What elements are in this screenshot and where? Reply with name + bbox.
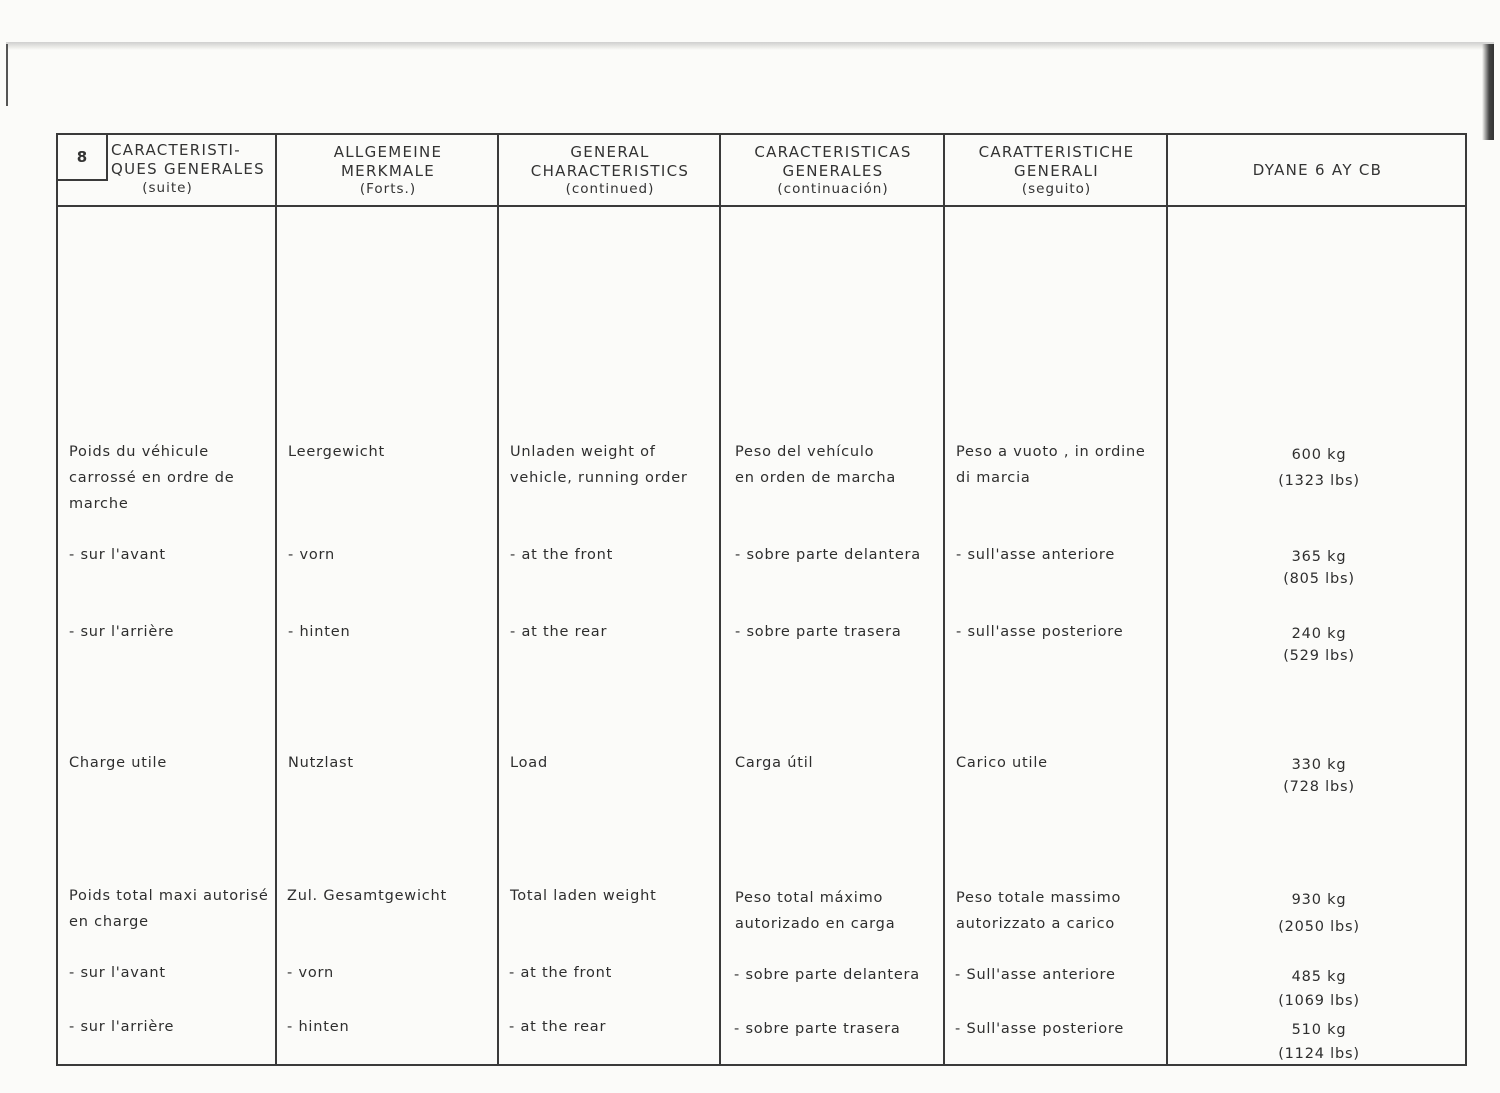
- cell-line: Unladen weight of: [510, 444, 656, 460]
- scan-edge-left: [6, 44, 8, 106]
- cell-line: di marcia: [956, 470, 1031, 486]
- header-en-sub: (continued): [565, 180, 655, 197]
- header-de: [277, 135, 499, 205]
- row-load-it: Carico utile: [956, 755, 1048, 771]
- row-laden-rear-en: - at the rear: [509, 1019, 607, 1035]
- row-unladen-rear-it: - sull'asse posteriore: [956, 624, 1124, 640]
- row-unladen-rear-value: [1170, 623, 1468, 667]
- row-unladen-front-fr: - sur l'avant: [69, 547, 166, 563]
- cell-line: Leergewicht: [288, 444, 386, 460]
- row-laden-rear-es: - sobre parte trasera: [734, 1021, 901, 1037]
- header-fr-sub: (suite): [142, 180, 193, 196]
- row-unladen-de: [288, 439, 385, 465]
- row-unladen-rear-de: - hinten: [288, 624, 351, 640]
- row-laden-front-de: - vorn: [287, 965, 334, 981]
- row-laden-front-fr: - sur l'avant: [69, 965, 166, 981]
- value-lbs: (1124 lbs): [1278, 1046, 1360, 1062]
- header-en-line2: CHARACTERISTICS: [530, 161, 690, 180]
- row-laden-value: [1170, 887, 1468, 941]
- row-laden-front-es: - sobre parte delantera: [734, 967, 920, 983]
- header-de-sub: (Forts.): [359, 180, 417, 197]
- cell-line: Peso totale massimo: [956, 890, 1122, 906]
- header-fr: [58, 135, 277, 205]
- cell-line: marche: [69, 496, 129, 512]
- row-unladen-en: [510, 439, 688, 491]
- header-model-label: DYANE 6 AY CB: [1252, 160, 1383, 179]
- value-kg: 485 kg: [1291, 969, 1347, 985]
- column-divider: [275, 135, 277, 1064]
- header-row: [58, 135, 1465, 207]
- column-divider: [497, 135, 499, 1064]
- cell-line: Peso del vehículo: [735, 444, 875, 460]
- row-laden-rear-value: [1170, 1018, 1468, 1066]
- row-laden-rear-fr: - sur l'arrière: [69, 1019, 175, 1035]
- column-divider: [943, 135, 945, 1064]
- value-kg: 510 kg: [1291, 1022, 1347, 1038]
- cell-line: en orden de marcha: [735, 470, 897, 486]
- row-laden-rear-it: - Sull'asse posteriore: [955, 1021, 1125, 1037]
- header-de-line1: ALLGEMEINE: [333, 142, 443, 161]
- row-unladen-front-it: - sull'asse anteriore: [956, 547, 1116, 563]
- scan-edge-top: [6, 42, 1494, 50]
- row-unladen-fr: [69, 439, 235, 517]
- header-es-line1: CARACTERISTICAS: [754, 142, 912, 161]
- header-es: [721, 135, 945, 205]
- header-en-line1: GENERAL: [570, 142, 650, 161]
- row-load-de: Nutzlast: [288, 755, 354, 771]
- header-it-line2: GENERALI: [1013, 161, 1100, 180]
- header-de-line2: MERKMALE: [340, 161, 436, 180]
- cell-line: vehicle, running order: [510, 470, 688, 486]
- cell-line: Peso a vuoto , in ordine: [956, 444, 1146, 460]
- cell-line: Poids total maxi autorisé: [69, 888, 269, 904]
- row-unladen-front-de: - vorn: [288, 547, 335, 563]
- row-laden-front-en: - at the front: [509, 965, 613, 981]
- value-lbs: (1323 lbs): [1278, 473, 1360, 489]
- row-laden-front-value: [1170, 965, 1468, 1013]
- row-load-es: Carga útil: [735, 755, 814, 771]
- row-load-fr: Charge utile: [69, 755, 168, 771]
- row-laden-rear-de: - hinten: [287, 1019, 350, 1035]
- value-kg: 600 kg: [1291, 447, 1347, 463]
- scan-edge-right: [1482, 44, 1494, 140]
- header-it-line1: CARATTERISTICHE: [978, 142, 1135, 161]
- value-kg: 330 kg: [1291, 757, 1347, 773]
- row-unladen-rear-fr: - sur l'arrière: [69, 624, 175, 640]
- value-lbs: (529 lbs): [1283, 648, 1355, 664]
- header-fr-line2: QUES GENERALES: [111, 160, 265, 178]
- column-divider: [1166, 135, 1168, 1064]
- value-lbs: (2050 lbs): [1278, 919, 1360, 935]
- value-kg: 365 kg: [1291, 549, 1347, 565]
- row-laden-de: Zul. Gesamtgewicht: [287, 888, 448, 904]
- cell-line: en charge: [69, 914, 149, 930]
- header-fr-line1: CARACTERISTI-: [111, 141, 241, 159]
- row-laden-fr: [69, 883, 269, 935]
- row-laden-front-it: - Sull'asse anteriore: [955, 967, 1116, 983]
- row-load-value: [1170, 754, 1468, 798]
- cell-line: Peso total máximo: [735, 890, 884, 906]
- column-divider: [719, 135, 721, 1064]
- cell-line: autorizzato a carico: [956, 916, 1116, 932]
- row-laden-it: [956, 885, 1121, 937]
- row-unladen-front-es: - sobre parte delantera: [735, 547, 921, 563]
- header-model: [1168, 135, 1467, 205]
- row-load-en: Load: [510, 755, 548, 771]
- section-number: 8: [58, 135, 108, 181]
- row-laden-en: Total laden weight: [510, 888, 657, 904]
- row-unladen-value: [1170, 442, 1468, 494]
- header-it-sub: (seguito): [1021, 180, 1092, 197]
- row-unladen-front-value: [1170, 546, 1468, 590]
- header-en: [499, 135, 721, 205]
- value-kg: 930 kg: [1291, 892, 1347, 908]
- cell-line: autorizado en carga: [735, 916, 896, 932]
- header-es-sub: (continuación): [777, 180, 889, 197]
- row-unladen-front-en: - at the front: [510, 547, 614, 563]
- value-kg: 240 kg: [1291, 626, 1347, 642]
- row-laden-es: [735, 885, 895, 937]
- cell-line: Poids du véhicule: [69, 444, 209, 460]
- row-unladen-es: [735, 439, 896, 491]
- cell-line: carrossé en ordre de: [69, 470, 235, 486]
- header-it: [945, 135, 1168, 205]
- row-unladen-it: [956, 439, 1146, 491]
- spec-table: [56, 133, 1467, 1066]
- row-unladen-rear-en: - at the rear: [510, 624, 608, 640]
- value-lbs: (728 lbs): [1283, 779, 1355, 795]
- value-lbs: (1069 lbs): [1278, 993, 1360, 1009]
- header-es-line2: GENERALES: [782, 161, 884, 180]
- value-lbs: (805 lbs): [1283, 571, 1355, 587]
- row-unladen-rear-es: - sobre parte trasera: [735, 624, 902, 640]
